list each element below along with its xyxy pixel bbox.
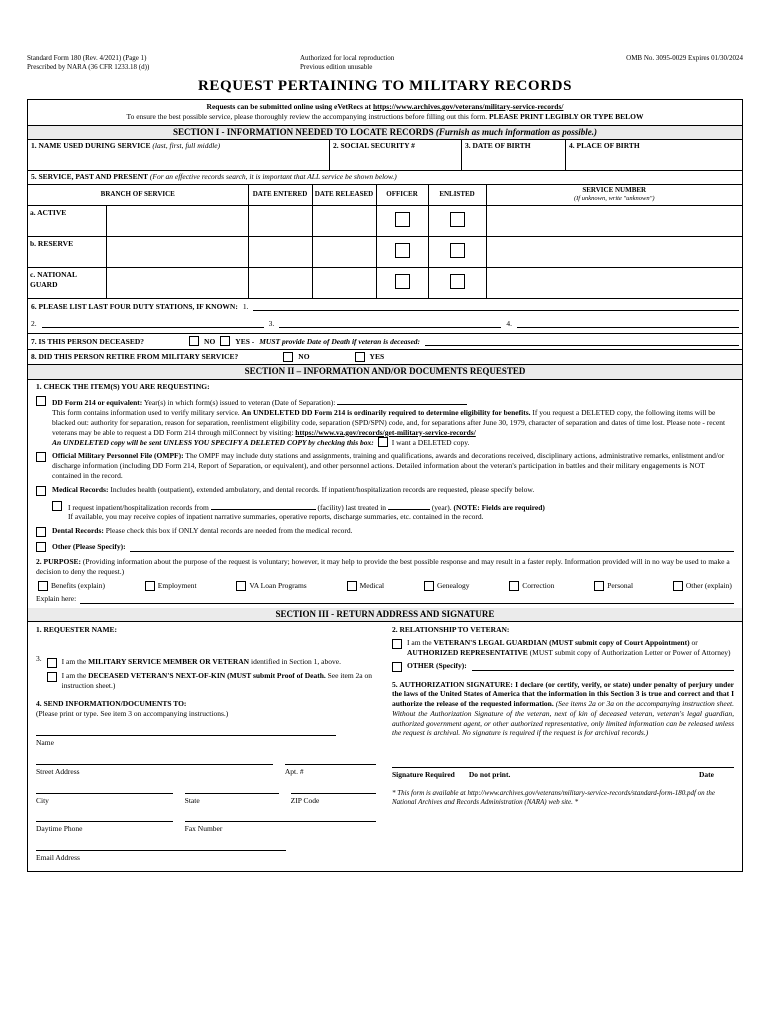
- name-field-note: (last, first, full middle): [152, 141, 221, 151]
- street-address-input[interactable]: [36, 763, 273, 765]
- medical-records-body: Includes health (outpatient), extended ambulatory, and dental records. If inpatient/hospitalization records are requested, please specify below.: [110, 484, 535, 494]
- service-number-title: SERVICE NUMBER: [582, 186, 647, 195]
- city-field-group: [36, 792, 173, 806]
- national-guard-row-label: c. NATIONAL GUARD: [28, 267, 106, 298]
- service-number-header: [486, 185, 742, 206]
- phone-field-group: [36, 820, 173, 834]
- deleted-copy-label: I want a DELETED copy.: [391, 437, 470, 447]
- street-address-label: Street Address: [36, 766, 80, 776]
- date-label: Date: [699, 770, 714, 780]
- purpose-options-row: [38, 581, 732, 591]
- retired-yes-label: YES: [369, 352, 385, 362]
- deceased-question-label: 7. IS THIS PERSON DECEASED?: [31, 336, 145, 346]
- inpatient-text-1: I request inpatient/hospitalization records from: [68, 502, 209, 512]
- guardian-text-2: or: [691, 638, 698, 648]
- purpose-genealogy-option: [424, 581, 470, 591]
- purpose-va-loan-checkbox[interactable]: [236, 581, 246, 591]
- item3-number: 3.: [36, 654, 42, 664]
- ompf-checkbox[interactable]: [36, 452, 46, 462]
- reserve-officer-checkbox[interactable]: [395, 243, 410, 258]
- send-to-label: 4. SEND INFORMATION/DOCUMENTS TO:: [36, 698, 187, 708]
- branch-of-service-header: BRANCH OF SERVICE: [28, 185, 248, 206]
- form-title: REQUEST PERTAINING TO MILITARY RECORDS: [197, 77, 573, 94]
- national-guard-branch-input[interactable]: [106, 267, 248, 298]
- duty-stations-line-2: [31, 318, 739, 329]
- ompf-body: The OMPF may include duty stations and assignments, training and qualifications, awards and decorations received, disciplinary actions, administrative remarks, enlistment and/or discharge information (including DD Form 214, Report of Separation, or equivalent), and other personnel actions. Detailed information about the veteran's participation in battles and their military engagements is NOT contained in the record.: [52, 451, 725, 480]
- date-of-death-note: MUST provide Date of Death if veteran is deceased:: [259, 336, 421, 346]
- deceased-yes-label: YES -: [235, 336, 255, 346]
- apt-field-group: [285, 763, 376, 777]
- duty-2-number: 2.: [31, 318, 37, 328]
- requester-identity-options: [47, 654, 376, 694]
- active-branch-input[interactable]: [106, 205, 248, 236]
- active-service-number-input[interactable]: [486, 205, 742, 236]
- apt-input[interactable]: [285, 763, 376, 765]
- deceased-yes-checkbox[interactable]: [220, 336, 230, 346]
- authorized-reproduction-note: Authorized for local reproduction: [300, 54, 395, 62]
- authorization-bold-text: 5. AUTHORIZATION SIGNATURE: I declare (or certify, verify, or state) under penalty of perjury under the laws of the United States of America that the information in this Section 3 is true and correct and that I authorize the release of the requested information.: [392, 679, 734, 709]
- deceased-no-checkbox[interactable]: [189, 336, 199, 346]
- identity-fields-row: [28, 140, 742, 171]
- deleted-copy-checkbox[interactable]: [378, 437, 388, 447]
- authorization-italic-text: (See items 2a or 3a on the accompanying instruction sheet. Without the Authorization Signature of the veteran, next of kin of deceased veteran, veteran's legal guardian, authorized government agent, or other authorized representative, only limited information can be released unless the request is archival. No signature is required if the request is for archival records.): [392, 699, 734, 738]
- purpose-other-option: [673, 581, 732, 591]
- state-label: State: [184, 795, 200, 805]
- dental-records-body: Please check this box if ONLY dental records are needed from the medical record.: [105, 526, 353, 536]
- purpose-correction-checkbox[interactable]: [509, 581, 519, 591]
- dd214-checkbox[interactable]: [36, 396, 46, 406]
- dental-records-item: [36, 526, 734, 537]
- service-note: (For an effective records search, it is important that ALL service be shown below.): [149, 172, 397, 182]
- inpatient-year-input[interactable]: [388, 500, 430, 510]
- previous-edition-note: Previous edition unusable: [300, 62, 373, 71]
- section1-header-band: [28, 126, 742, 141]
- street-row: [36, 763, 376, 777]
- purpose-benefits-label: Benefits (explain): [51, 580, 105, 590]
- national-guard-date-released-input[interactable]: [312, 267, 376, 298]
- nok-text-2: See item 2a on instruction sheet.): [61, 671, 372, 690]
- pob-field-label: 4. PLACE OF BIRTH: [569, 141, 640, 151]
- legal-guardian-option-text: [407, 638, 734, 658]
- city-state-zip-row: [36, 792, 376, 806]
- intro-line-1: [32, 102, 738, 112]
- dd214-paragraph: [52, 408, 734, 437]
- duty-4-number: 4.: [506, 318, 512, 328]
- national-guard-officer-checkbox[interactable]: [395, 274, 410, 289]
- active-enlisted-cell: [428, 205, 486, 236]
- name-field-group: [36, 734, 336, 748]
- print-legibly-text: PLEASE PRINT LEGIBLY OR TYPE BELOW: [489, 111, 644, 121]
- active-row-label: a. ACTIVE: [28, 205, 106, 236]
- inpatient-note: (NOTE: Fields are required): [453, 502, 545, 512]
- active-date-released-input[interactable]: [312, 205, 376, 236]
- reserve-service-row: [28, 236, 742, 267]
- duty-3-input[interactable]: [279, 318, 501, 328]
- dd214-body-1: This form contains information used to verify military service.: [52, 408, 240, 418]
- email-row: [36, 849, 376, 863]
- inpatient-continuation: If available, you may receive copies of inpatient narrative summaries, operative reports, discharge summaries, etc. contained in the record.: [68, 512, 484, 522]
- sf180-page: [27, 0, 743, 872]
- fax-number-input[interactable]: [185, 820, 376, 822]
- purpose-genealogy-checkbox[interactable]: [424, 581, 434, 591]
- document-header: [27, 54, 743, 72]
- explain-here-label: Explain here:: [36, 593, 77, 603]
- veteran-option-text: [62, 657, 341, 668]
- active-date-entered-input[interactable]: [248, 205, 312, 236]
- duty-stations-block: [28, 299, 742, 334]
- purpose-medical-option: [347, 581, 385, 591]
- national-guard-enlisted-cell: [428, 267, 486, 298]
- send-to-note: (Please print or type. See item 3 on accompanying instructions.): [36, 709, 229, 719]
- medical-records-item: [36, 485, 734, 496]
- dental-records-title: Dental Records:: [52, 526, 104, 536]
- requester-name-input[interactable]: [36, 635, 376, 651]
- section3-left-column: [36, 625, 376, 863]
- date-of-birth-field[interactable]: [462, 140, 566, 170]
- veteran-option: [47, 657, 376, 668]
- name-label: Name: [36, 738, 54, 748]
- nok-text-1: I am the: [61, 671, 87, 681]
- date-entered-header: DATE ENTERED: [248, 185, 312, 206]
- active-officer-cell: [376, 205, 428, 236]
- review-instructions-text: To ensure the best possible service, please thoroughly review the accompanying instructions before filling out this form.: [126, 111, 488, 121]
- city-label: City: [36, 795, 49, 805]
- purpose-employment-checkbox[interactable]: [145, 581, 155, 591]
- nok-text-bold: DECEASED VETERAN'S NEXT-OF-KIN (MUST submit Proof of Death.: [88, 671, 326, 681]
- legal-guardian-option: [392, 638, 734, 658]
- zip-field-group: [291, 792, 376, 806]
- national-guard-date-entered-input[interactable]: [248, 267, 312, 298]
- inpatient-text: [68, 500, 734, 523]
- duty-4-input[interactable]: [517, 318, 739, 328]
- veteran-checkbox[interactable]: [47, 658, 57, 668]
- fax-field-group: [185, 820, 376, 834]
- intro-line-2: [32, 112, 738, 122]
- inpatient-facility-input[interactable]: [211, 500, 316, 510]
- retired-yes-checkbox[interactable]: [355, 352, 365, 362]
- online-request-text: Requests can be submitted online using eVetRecs at: [206, 102, 372, 111]
- dob-field-label: 3. DATE OF BIRTH: [465, 141, 531, 151]
- retired-question-label: 8. DID THIS PERSON RETIRE FROM MILITARY SERVICE?: [31, 352, 239, 362]
- relationship-other-label: OTHER (Specify):: [407, 660, 467, 670]
- medical-records-title: Medical Records:: [52, 484, 109, 494]
- section1-title: SECTION I - INFORMATION NEEDED TO LOCATE RECORDS: [173, 126, 434, 137]
- reserve-date-released-input[interactable]: [312, 236, 376, 267]
- reserve-enlisted-checkbox[interactable]: [450, 243, 465, 258]
- purpose-correction-option: [509, 581, 554, 591]
- section2-header-band: [28, 365, 742, 380]
- purpose-paragraph: [36, 557, 734, 577]
- section2-content: [28, 380, 742, 608]
- signature-input[interactable]: [392, 766, 734, 768]
- purpose-other-checkbox[interactable]: [673, 581, 683, 591]
- legal-guardian-checkbox[interactable]: [392, 639, 402, 649]
- daytime-phone-label: Daytime Phone: [36, 824, 83, 834]
- duty-1-number: 1.: [242, 301, 249, 311]
- relationship-label: 2. RELATIONSHIP TO VETERAN:: [392, 625, 510, 635]
- date-of-death-input[interactable]: [425, 336, 739, 346]
- reserve-branch-input[interactable]: [106, 236, 248, 267]
- next-of-kin-option-text: [62, 671, 376, 691]
- dd214-title: DD Form 214 or equivalent:: [52, 398, 143, 408]
- phone-fax-row: [36, 820, 376, 834]
- retired-no-label: NO: [298, 352, 310, 362]
- intro-instructions: [28, 100, 742, 126]
- active-enlisted-checkbox[interactable]: [450, 212, 465, 227]
- dd214-text: [52, 395, 734, 447]
- inpatient-text-2: (facility) last treated in: [317, 502, 387, 512]
- duty-1-input[interactable]: [253, 301, 739, 311]
- place-of-birth-field[interactable]: [566, 140, 742, 170]
- daytime-phone-input[interactable]: [36, 820, 173, 822]
- dd214-body-2: If you request a DELETED copy, the following items will be blacked out: authority for separation, reason for separation, reenlistment eligibility code, separation (SPD/SPN) code, and, for separations after June 30, 1979, character of separation and dates of time lost. Please note - recent veterans may be able to request a DD Form 214 through milConnect by visiting:: [52, 408, 726, 437]
- inpatient-line: [68, 500, 734, 513]
- next-of-kin-checkbox[interactable]: [47, 672, 57, 682]
- purpose-genealogy-label: Genealogy: [436, 580, 470, 590]
- purpose-benefits-option: [38, 581, 105, 591]
- fax-number-label: Fax Number: [184, 824, 223, 834]
- guardian-text-1: I am the: [407, 638, 432, 648]
- veteran-text-1: I am the: [61, 657, 87, 667]
- reserve-enlisted-cell: [428, 236, 486, 267]
- inpatient-text-3: (year).: [431, 502, 452, 512]
- section3-title: SECTION III - RETURN ADDRESS AND SIGNATURE: [275, 608, 495, 619]
- dd214-years-input[interactable]: [337, 395, 467, 405]
- state-input[interactable]: [185, 792, 279, 794]
- ompf-item: [36, 451, 734, 480]
- veteran-text-bold: MILITARY SERVICE MEMBER OR VETERAN: [88, 657, 250, 667]
- next-of-kin-option: [47, 671, 376, 691]
- other-checkbox[interactable]: [36, 542, 46, 552]
- explain-here-input[interactable]: [80, 594, 734, 604]
- undeleted-copy-text: An UNDELETED copy will be sent UNLESS YOU SPECIFY A DELETED COPY by checking this box:: [52, 437, 374, 447]
- signature-area: [392, 766, 734, 780]
- purpose-employment-label: Employment: [157, 580, 197, 590]
- check-items-label: 1. CHECK THE ITEM(S) YOU ARE REQUESTING:: [36, 381, 210, 391]
- zip-input[interactable]: [291, 792, 376, 794]
- state-field-group: [185, 792, 279, 806]
- form-body: [27, 99, 743, 872]
- purpose-personal-option: [594, 581, 633, 591]
- active-officer-checkbox[interactable]: [395, 212, 410, 227]
- date-released-header: DATE RELEASED: [312, 185, 376, 206]
- dd214-title-rest: Year(s) in which form(s) issued to veteran (Date of Separation):: [143, 398, 336, 408]
- service-table: [28, 185, 742, 299]
- purpose-va-loan-option: [236, 581, 306, 591]
- other-item: [36, 541, 734, 552]
- relationship-other-checkbox[interactable]: [392, 662, 402, 672]
- form-number: Standard Form 180 (Rev. 4/2021) (Page 1): [27, 54, 147, 62]
- other-specify-input[interactable]: [130, 542, 734, 552]
- purpose-va-loan-label: VA Loan Programs: [249, 580, 307, 590]
- purpose-personal-label: Personal: [607, 580, 634, 590]
- milconnect-link[interactable]: https://www.va.gov/records/get-military-service-records/: [295, 427, 476, 437]
- requester-identity-item: [36, 654, 376, 694]
- street-field-group: [36, 763, 273, 777]
- guardian-text-bold-1: VETERAN'S LEGAL GUARDIAN (MUST submit copy of Court Appointment): [433, 638, 690, 648]
- relationship-other-input[interactable]: [472, 661, 734, 671]
- section3-content: [28, 622, 742, 871]
- reserve-service-number-input[interactable]: [486, 236, 742, 267]
- requester-name-label: 1. REQUESTER NAME:: [36, 625, 118, 635]
- national-guard-officer-cell: [376, 267, 428, 298]
- omb-number: OMB No. 3095-0029 Expires 01/30/2024: [626, 54, 743, 62]
- name-row: [36, 734, 376, 748]
- reserve-date-entered-input[interactable]: [248, 236, 312, 267]
- guardian-text-3: (MUST submit copy of Authorization Letter or Power of Attorney): [529, 647, 731, 657]
- duty-3-number: 3.: [268, 318, 275, 328]
- reserve-officer-cell: [376, 236, 428, 267]
- inpatient-item: [52, 500, 734, 523]
- purpose-medical-checkbox[interactable]: [347, 581, 357, 591]
- enlisted-header: ENLISTED: [428, 185, 486, 206]
- reproduction-notes: [300, 54, 510, 72]
- send-to-block: [36, 699, 376, 863]
- purpose-medical-label: Medical: [359, 580, 385, 590]
- authorization-paragraph: [392, 680, 734, 739]
- veteran-text-2: identified in Section 1, above.: [250, 657, 341, 667]
- name-used-during-service-field[interactable]: [28, 140, 330, 170]
- national-guard-service-row: [28, 267, 742, 298]
- deleted-copy-line: [52, 437, 734, 447]
- purpose-body: (Providing information about the purpose of the request is voluntary; however, it may help to provide the best possible response and may result in a faster reply. Information provided will in no way be used to make a decision to deny the request.): [36, 557, 730, 576]
- dental-records-text: [52, 526, 734, 537]
- national-guard-enlisted-checkbox[interactable]: [450, 274, 465, 289]
- section2-title: SECTION II – INFORMATION AND/OR DOCUMENTS REQUESTED: [244, 365, 526, 376]
- ssn-field-label: 2. SOCIAL SECURITY #: [333, 141, 415, 151]
- dd214-item: [36, 395, 734, 447]
- deceased-no-label: NO: [204, 336, 216, 346]
- purpose-correction-label: Correction: [522, 580, 555, 590]
- apt-label: Apt. #: [284, 766, 304, 776]
- section3-right-column: [392, 625, 734, 863]
- purpose-benefits-checkbox[interactable]: [38, 581, 48, 591]
- ompf-title: Official Military Personnel File (OMPF):: [52, 451, 184, 461]
- medical-records-checkbox[interactable]: [36, 486, 46, 496]
- ssn-field[interactable]: [330, 140, 462, 170]
- name-field-label: 1. NAME USED DURING SERVICE: [31, 141, 151, 151]
- service-number-note: (If unknown, write "unknown"): [573, 195, 655, 203]
- duty-stations-line-1: [31, 301, 739, 312]
- purpose-title: 2. PURPOSE:: [36, 557, 81, 567]
- purpose-other-label: Other (explain): [685, 580, 732, 590]
- national-guard-service-number-input[interactable]: [486, 267, 742, 298]
- relationship-other-option: [392, 661, 734, 672]
- zip-label: ZIP Code: [290, 795, 320, 805]
- service-table-header-row: [28, 185, 742, 206]
- retired-no-checkbox[interactable]: [283, 352, 293, 362]
- duty-2-input[interactable]: [42, 318, 264, 328]
- other-title: Other (Please Specify):: [52, 541, 126, 551]
- email-input[interactable]: [36, 849, 286, 851]
- purpose-employment-option: [145, 581, 197, 591]
- availability-footnote: * This form is available at http://www.archives.gov/veterans/military-service-records/standard-form-180.pdf on the National Archives and Records Administration (NARA) web site. *: [392, 788, 715, 807]
- guardian-text-bold-2: AUTHORIZED REPRESENTATIVE: [407, 647, 528, 657]
- signature-labels: [392, 770, 734, 780]
- duty-stations-label: 6. PLEASE LIST LAST FOUR DUTY STATIONS, IF KNOWN:: [31, 301, 238, 311]
- service-label: 5. SERVICE, PAST AND PRESENT: [31, 172, 148, 182]
- inpatient-checkbox[interactable]: [52, 501, 62, 511]
- ompf-text: [52, 451, 734, 480]
- purpose-personal-checkbox[interactable]: [594, 581, 604, 591]
- evetrecs-link[interactable]: https://www.archives.gov/veterans/military-service-records/: [372, 102, 564, 111]
- dd214-title-line: [52, 395, 734, 408]
- officer-header: OFFICER: [376, 185, 428, 206]
- explain-here-line: [36, 594, 734, 604]
- section3-header-band: [28, 608, 742, 623]
- signature-required-label: Signature Required: [392, 770, 455, 780]
- form-identification: [27, 54, 277, 72]
- reserve-row-label: b. RESERVE: [28, 236, 106, 267]
- medical-records-text: [52, 485, 734, 496]
- email-field-group: [36, 849, 286, 863]
- service-section-label: [28, 171, 742, 185]
- city-input[interactable]: [36, 792, 173, 794]
- name-input[interactable]: [36, 734, 336, 736]
- prescribed-by: Prescribed by NARA (36 CFR 1233.18 (d)): [27, 62, 150, 71]
- dental-records-checkbox[interactable]: [36, 527, 46, 537]
- active-service-row: [28, 205, 742, 236]
- do-not-print-label: Do not print.: [468, 770, 511, 780]
- other-text: [52, 541, 734, 552]
- retired-question-row: [28, 350, 742, 365]
- section1-note: (Furnish as much information as possible.): [435, 126, 597, 137]
- email-label: Email Address: [36, 853, 80, 863]
- deceased-question-row: [28, 334, 742, 350]
- dd214-body-bold: An UNDELETED DD Form 214 is ordinarily required to determine eligibility for benefits.: [241, 408, 531, 418]
